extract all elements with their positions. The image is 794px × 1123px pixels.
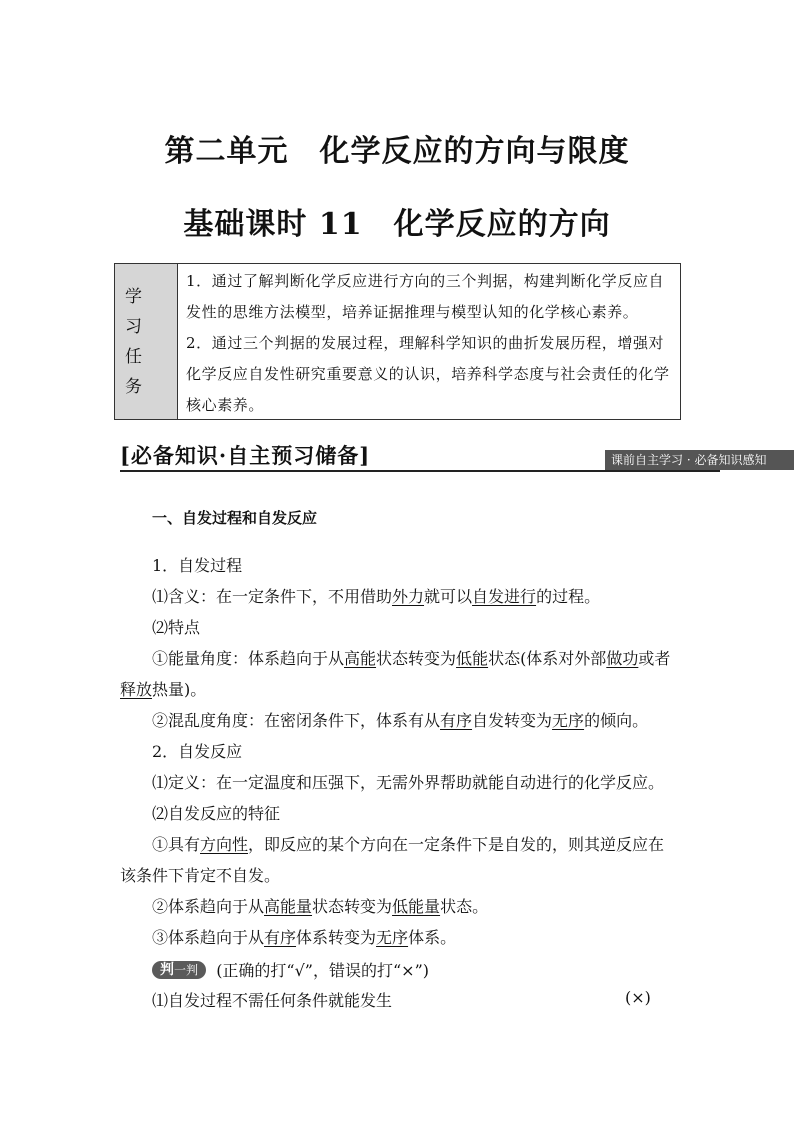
- directionality-line: ①具有方向性，即反应的某个方向在一定条件下是自发的，则其逆反应在: [152, 835, 665, 854]
- judge-badge: 判一判: [152, 961, 206, 979]
- task-label-line1: 学习: [125, 286, 154, 337]
- subheading-spontaneous-reaction: 2．自发反应: [152, 742, 243, 761]
- energy-trend-line: ②体系趋向于从高能量状态转变为低能量状态。: [152, 897, 489, 916]
- learning-task-content: [178, 264, 680, 419]
- energy-angle-line: ①能量角度：体系趋向于从高能状态转变为低能状态(体系对外部做功或者: [152, 649, 671, 668]
- section-title: [必备知识·自主预习储备]: [120, 443, 371, 468]
- disorder-angle-line: ②混乱度角度：在密闭条件下，体系有从有序自发转变为无序的倾向。: [152, 711, 649, 730]
- subheading-spontaneous-process: 1．自发过程: [152, 556, 243, 575]
- section-divider: [120, 470, 720, 472]
- learning-task-box: [114, 263, 681, 420]
- features-heading: ⑵特点: [152, 618, 201, 637]
- energy-angle-line-cont: 释放热量)。: [120, 680, 207, 699]
- task-label-line2: 任务: [125, 346, 154, 397]
- learning-task-label: [115, 264, 178, 419]
- reaction-definition-line: ⑴定义：在一定温度和压强下，无需外界帮助就能自动进行的化学反应。: [152, 773, 665, 792]
- definition-line: ⑴含义：在一定条件下，不用借助外力就可以自发进行的过程。: [152, 587, 601, 606]
- directionality-line-cont: 该条件下肯定不自发。: [120, 866, 281, 885]
- judge-instruction-line: 判一判 (正确的打“√”，错误的打“×”): [152, 958, 429, 981]
- question-1-answer: (×): [625, 988, 651, 1007]
- reaction-features-heading: ⑵自发反应的特征: [152, 804, 281, 823]
- lesson-title: 基础课时 11 化学反应的方向: [183, 207, 611, 242]
- order-trend-line: ③体系趋向于从有序体系转变为无序体系。: [152, 928, 457, 947]
- task-item-2: 2．通过三个判据的发展过程，理解科学知识的曲折发展历程，增强对化学反应自发性研究重要意义的认识，培养科学态度与社会责任的化学核心素养。: [186, 334, 670, 414]
- question-1: ⑴自发过程不需任何条件就能发生: [152, 991, 393, 1010]
- heading-spontaneous-processes: 一、自发过程和自发反应: [152, 509, 318, 527]
- task-item-1: 1．通过了解判断化学反应进行方向的三个判据，构建判断化学反应自发性的思维方法模型，培养证据推理与模型认知的化学核心素养。: [186, 272, 665, 321]
- unit-title: 第二单元 化学反应的方向与限度: [164, 134, 630, 169]
- section-tag: 课前自主学习 · 必备知识感知: [605, 450, 794, 470]
